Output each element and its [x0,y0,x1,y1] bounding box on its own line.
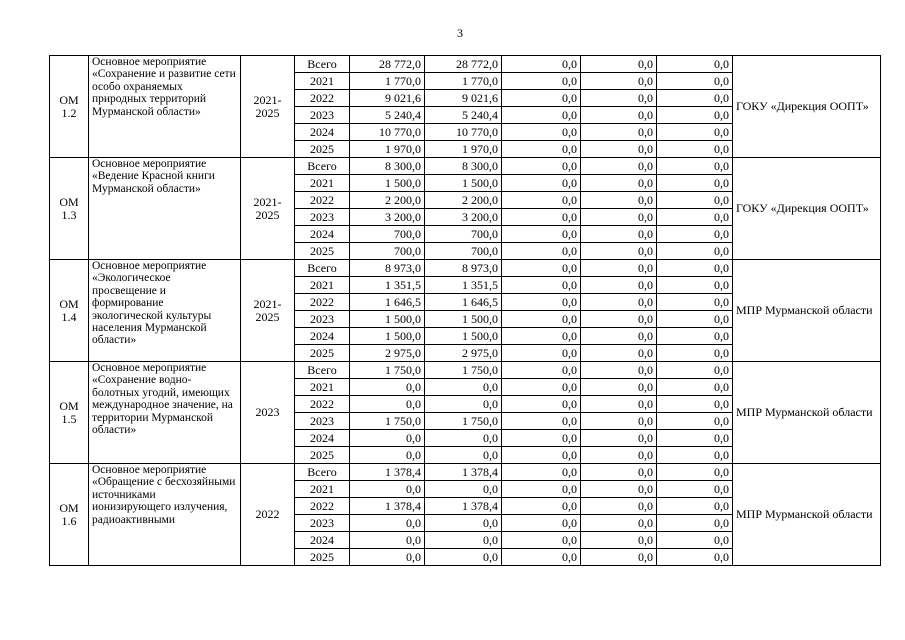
amount-cell: 5 240,4 [350,107,425,124]
amount-cell: 0,0 [581,56,657,73]
amount-cell: 1 750,0 [350,362,425,379]
table-row [50,260,881,277]
amount-cell: 0,0 [657,396,733,413]
amount-cell: 0,0 [350,379,425,396]
year-cell: 2022 [295,396,350,413]
amount-cell: 0,0 [502,226,581,243]
measure-code-part: 1.3 [61,207,77,222]
amount-cell: 10 770,0 [350,124,425,141]
amount-cell: 1 750,0 [425,362,502,379]
year-cell: 2022 [295,498,350,515]
amount-cell: 0,0 [425,532,502,549]
amount-cell: 1 646,5 [350,294,425,311]
amount-cell: 1 970,0 [425,141,502,158]
measure-period: 2021- 2025 [241,56,295,158]
amount-cell: 0,0 [657,209,733,226]
year-cell: 2024 [295,328,350,345]
year-cell: 2023 [295,209,350,226]
year-cell: 2025 [295,243,350,260]
amount-cell: 0,0 [581,379,657,396]
amount-cell: 700,0 [350,243,425,260]
year-cell: 2024 [295,430,350,447]
amount-cell: 0,0 [581,481,657,498]
measure-code-part: 1.2 [61,105,77,120]
measure-name: Основное мероприятие «Экологическое просвещение и формирование экологической культуры населения Мурманской области» [89,260,241,362]
year-cell: 2022 [295,294,350,311]
measure-period: 2022 [241,464,295,566]
amount-cell: 0,0 [657,90,733,107]
amount-cell: 0,0 [581,107,657,124]
amount-cell: 0,0 [350,532,425,549]
amount-cell: 0,0 [657,464,733,481]
amount-cell: 0,0 [502,379,581,396]
measure-name: Основное мероприятие «Сохранение и развитие сети особо охраняемых природных территорий Мурманской области» [89,56,241,158]
amount-cell: 0,0 [581,277,657,294]
amount-cell: 1 500,0 [350,175,425,192]
measure-code-part: ОМ [59,296,79,311]
amount-cell: 700,0 [350,226,425,243]
year-cell: Всего [295,464,350,481]
amount-cell: 1 500,0 [350,311,425,328]
measure-code-part: 1.4 [61,309,77,324]
amount-cell: 0,0 [581,192,657,209]
amount-cell: 1 970,0 [350,141,425,158]
year-cell: 2023 [295,107,350,124]
amount-cell: 0,0 [581,549,657,566]
amount-cell: 1 500,0 [425,311,502,328]
amount-cell: 3 200,0 [350,209,425,226]
amount-cell: 0,0 [581,413,657,430]
amount-cell: 0,0 [581,498,657,515]
amount-cell: 0,0 [657,430,733,447]
amount-cell: 2 200,0 [425,192,502,209]
measure-code-part: 1.5 [61,411,77,426]
amount-cell: 0,0 [425,515,502,532]
amount-cell: 8 300,0 [350,158,425,175]
amount-cell: 0,0 [502,209,581,226]
year-cell: Всего [295,158,350,175]
amount-cell: 0,0 [581,243,657,260]
year-cell: 2025 [295,141,350,158]
amount-cell: 0,0 [502,73,581,90]
amount-cell: 0,0 [657,294,733,311]
amount-cell: 8 973,0 [350,260,425,277]
amount-cell: 0,0 [502,260,581,277]
year-cell: 2022 [295,192,350,209]
amount-cell: 0,0 [581,447,657,464]
amount-cell: 0,0 [657,328,733,345]
measure-code-part: 1.6 [61,513,77,528]
amount-cell: 0,0 [581,311,657,328]
amount-cell: 0,0 [581,294,657,311]
amount-cell: 0,0 [657,192,733,209]
measure-code-part: ОМ [59,398,79,413]
year-cell: 2025 [295,447,350,464]
amount-cell: 0,0 [581,396,657,413]
amount-cell: 0,0 [502,447,581,464]
amount-cell: 0,0 [581,362,657,379]
executor: МПР Мурманской области [733,464,881,566]
amount-cell: 0,0 [581,260,657,277]
year-cell: 2023 [295,413,350,430]
amount-cell: 0,0 [502,158,581,175]
amount-cell: 0,0 [350,396,425,413]
amount-cell: 0,0 [502,141,581,158]
measure-code-part: ОМ [59,92,79,107]
amount-cell: 0,0 [581,515,657,532]
amount-cell: 0,0 [502,277,581,294]
page-number: 3 [457,26,463,40]
measure-code [50,362,89,464]
year-cell: 2022 [295,90,350,107]
amount-cell: 0,0 [502,294,581,311]
measure-name: Основное мероприятие «Ведение Красной книги Мурманской области» [89,158,241,260]
amount-cell: 0,0 [581,226,657,243]
amount-cell: 0,0 [425,430,502,447]
year-cell: 2024 [295,226,350,243]
amount-cell: 0,0 [657,362,733,379]
amount-cell: 0,0 [502,464,581,481]
amount-cell: 0,0 [657,345,733,362]
amount-cell: 2 200,0 [350,192,425,209]
amount-cell: 9 021,6 [425,90,502,107]
amount-cell: 0,0 [657,379,733,396]
year-cell: 2025 [295,345,350,362]
amount-cell: 1 378,4 [350,464,425,481]
year-cell: 2024 [295,532,350,549]
measure-code [50,260,89,362]
amount-cell: 700,0 [425,243,502,260]
measure-period: 2023 [241,362,295,464]
measure-period: 2021- 2025 [241,158,295,260]
amount-cell: 0,0 [502,413,581,430]
amount-cell: 0,0 [350,447,425,464]
amount-cell: 0,0 [502,532,581,549]
amount-cell: 0,0 [581,90,657,107]
measure-code-part: ОМ [59,500,79,515]
amount-cell: 0,0 [502,362,581,379]
amount-cell: 0,0 [502,175,581,192]
amount-cell: 8 973,0 [425,260,502,277]
amount-cell: 0,0 [581,464,657,481]
year-cell: 2025 [295,549,350,566]
amount-cell: 28 772,0 [425,56,502,73]
amount-cell: 1 770,0 [425,73,502,90]
amount-cell: 700,0 [425,226,502,243]
measure-code [50,464,89,566]
amount-cell: 0,0 [502,107,581,124]
amount-cell: 1 351,5 [425,277,502,294]
amount-cell: 8 300,0 [425,158,502,175]
amount-cell: 1 750,0 [425,413,502,430]
amount-cell: 0,0 [657,260,733,277]
table-row [50,158,881,175]
amount-cell: 0,0 [502,549,581,566]
amount-cell: 0,0 [657,498,733,515]
amount-cell: 10 770,0 [425,124,502,141]
amount-cell: 0,0 [657,549,733,566]
year-cell: 2021 [295,73,350,90]
year-cell: 2024 [295,124,350,141]
amount-cell: 0,0 [581,209,657,226]
amount-cell: 0,0 [657,532,733,549]
amount-cell: 0,0 [581,158,657,175]
amount-cell: 0,0 [581,175,657,192]
amount-cell: 0,0 [350,515,425,532]
amount-cell: 0,0 [657,107,733,124]
amount-cell: 0,0 [581,345,657,362]
amount-cell: 0,0 [502,90,581,107]
amount-cell: 1 500,0 [350,328,425,345]
amount-cell: 0,0 [581,124,657,141]
amount-cell: 1 351,5 [350,277,425,294]
amount-cell: 0,0 [657,56,733,73]
amount-cell: 0,0 [502,515,581,532]
amount-cell: 0,0 [657,175,733,192]
amount-cell: 1 378,4 [425,498,502,515]
amount-cell: 0,0 [502,56,581,73]
year-cell: 2021 [295,175,350,192]
amount-cell: 0,0 [350,549,425,566]
amount-cell: 0,0 [350,430,425,447]
amount-cell: 0,0 [657,413,733,430]
amount-cell: 0,0 [657,73,733,90]
amount-cell: 0,0 [657,277,733,294]
amount-cell: 0,0 [657,226,733,243]
amount-cell: 0,0 [502,124,581,141]
amount-cell: 0,0 [502,328,581,345]
table-row [50,362,881,379]
amount-cell: 0,0 [425,396,502,413]
measure-code-part: ОМ [59,194,79,209]
measure-name: Основное мероприятие «Обращение с бесхозяйными источниками ионизирующего излучения, радиоактивными [89,464,241,566]
amount-cell: 0,0 [657,243,733,260]
amount-cell: 0,0 [425,379,502,396]
measure-period: 2021- 2025 [241,260,295,362]
amount-cell: 0,0 [657,481,733,498]
amount-cell: 1 378,4 [425,464,502,481]
amount-cell: 1 500,0 [425,175,502,192]
amount-cell: 0,0 [502,192,581,209]
amount-cell: 0,0 [581,532,657,549]
amount-cell: 5 240,4 [425,107,502,124]
amount-cell: 1 378,4 [350,498,425,515]
year-cell: 2023 [295,311,350,328]
executor: МПР Мурманской области [733,362,881,464]
amount-cell: 9 021,6 [350,90,425,107]
amount-cell: 3 200,0 [425,209,502,226]
year-cell: 2021 [295,379,350,396]
amount-cell: 0,0 [502,311,581,328]
amount-cell: 0,0 [657,515,733,532]
amount-cell: 0,0 [425,447,502,464]
amount-cell: 2 975,0 [425,345,502,362]
amount-cell: 0,0 [502,498,581,515]
amount-cell: 1 646,5 [425,294,502,311]
amount-cell: 0,0 [581,328,657,345]
table-row [50,56,881,73]
amount-cell: 0,0 [657,158,733,175]
year-cell: Всего [295,362,350,379]
amount-cell: 0,0 [657,311,733,328]
amount-cell: 0,0 [425,549,502,566]
executor: ГОКУ «Дирекция ООПТ» [733,56,881,158]
measure-code [50,158,89,260]
amount-cell: 0,0 [502,345,581,362]
amount-cell: 0,0 [581,430,657,447]
amount-cell: 0,0 [581,73,657,90]
amount-cell: 0,0 [657,447,733,464]
executor: ГОКУ «Дирекция ООПТ» [733,158,881,260]
amount-cell: 0,0 [502,430,581,447]
budget-table [49,55,881,566]
amount-cell: 0,0 [502,396,581,413]
year-cell: Всего [295,260,350,277]
amount-cell: 2 975,0 [350,345,425,362]
amount-cell: 0,0 [657,124,733,141]
amount-cell: 0,0 [425,481,502,498]
amount-cell: 1 750,0 [350,413,425,430]
amount-cell: 0,0 [502,481,581,498]
table-row [50,464,881,481]
amount-cell: 1 770,0 [350,73,425,90]
year-cell: 2021 [295,481,350,498]
amount-cell: 0,0 [502,243,581,260]
amount-cell: 1 500,0 [425,328,502,345]
amount-cell: 28 772,0 [350,56,425,73]
year-cell: 2021 [295,277,350,294]
amount-cell: 0,0 [350,481,425,498]
executor: МПР Мурманской области [733,260,881,362]
year-cell: 2023 [295,515,350,532]
measure-name: Основное мероприятие «Сохранение водно-болотных угодий, имеющих международное значение, на территории Мурманской области» [89,362,241,464]
year-cell: Всего [295,56,350,73]
amount-cell: 0,0 [581,141,657,158]
amount-cell: 0,0 [657,141,733,158]
measure-code [50,56,89,158]
